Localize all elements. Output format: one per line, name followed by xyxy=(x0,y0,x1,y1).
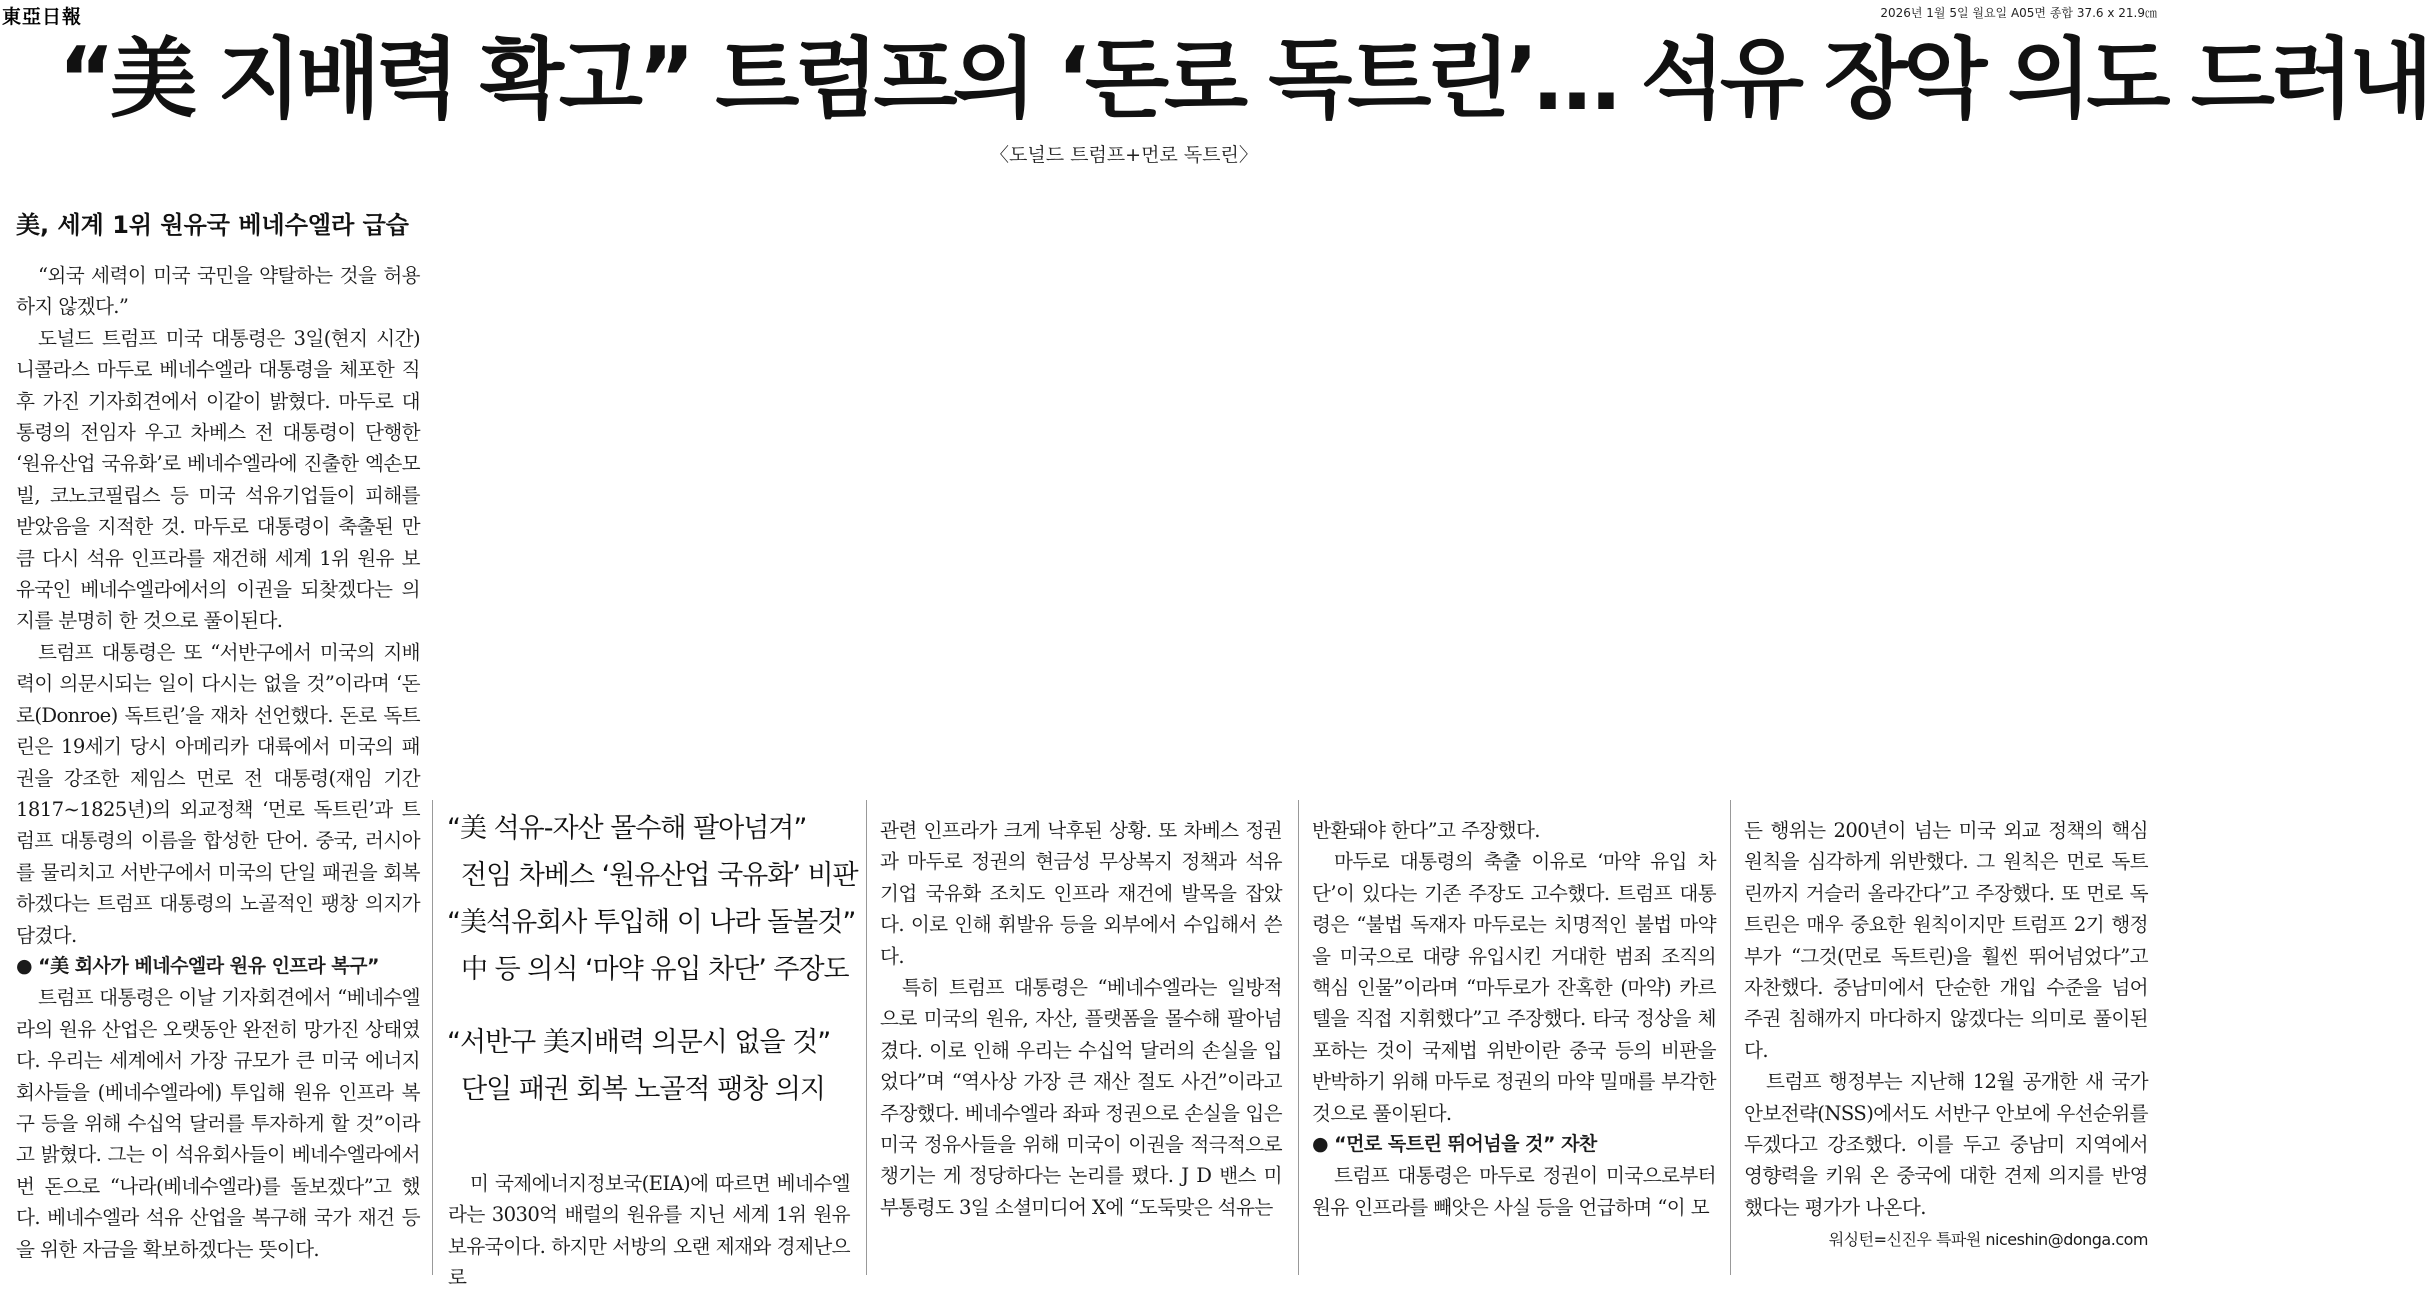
pull-quote-line: 전임 차베스 ‘원유산업 국유화’ 비판 xyxy=(461,860,858,891)
paragraph: 든 행위는 200년이 넘는 미국 외교 정책의 핵심 원칙을 심각하게 위반했다. 그 원칙은 먼로 독트린까지 거슬러 올라간다”고 주장했다. 또 먼로 독트린은 매우 중요한 원칙이지만 트럼프 2기 행정부가 “그것(먼로 독트린)을 훨씬 뛰어넘었다”고 자찬했다. 중남미에서 단순한 개입 수준을 넘어 주권 침해까지 마다하지 않겠다는 의미로 풀이된다. xyxy=(1744,819,2148,1062)
article-column-5 xyxy=(1744,815,2148,1256)
pull-quote-line: 中 등 의식 ‘마약 유입 차단’ 주장도 xyxy=(461,954,849,985)
headline: “美 지배력 확고” 트럼프의 ‘돈로 독트린’… 석유 장악 의도 드러내 xyxy=(58,28,2428,130)
pull-quote-block xyxy=(447,805,877,1113)
paragraph: 도널드 트럼프 미국 대통령은 3일(현지 시간) 니콜라스 마두로 베네수엘라 대통령을 체포한 직후 가진 기자회견에서 이같이 밝혔다. 마두로 대통령의 전임자 우고 차베스 전 대통령이 단행한 ‘원유산업 국유화’로 베네수엘라에 진출한 엑손모빌, 코노코필립스 등 미국 석유기업들이 피해를 받았음을 지적한 것. 마두로 대통령이 축출된 만큼 다시 석유 인프라를 재건해 세계 1위 원유 보유국인 베네수엘라에서의 이권을 되찾겠다는 의지를 분명히 한 것으로 풀이된다. xyxy=(16,326,420,633)
masthead-logo: 東亞日報 xyxy=(2,6,83,28)
paragraph: “외국 세력이 미국 국민을 약탈하는 것을 허용하지 않겠다.” xyxy=(16,264,420,319)
bullet-icon: ● xyxy=(1312,1133,1329,1156)
article-column-3 xyxy=(880,815,1282,1223)
subheading-text: “먼로 독트린 뛰어넘을 것” 자찬 xyxy=(1334,1133,1597,1156)
pull-quote-line: 단일 패권 회복 노골적 팽창 의지 xyxy=(461,1074,825,1105)
section-subheading xyxy=(16,951,420,982)
pull-quote-line: “美 석유-자산 몰수해 팔아넘겨” xyxy=(447,813,807,844)
column-divider xyxy=(1298,800,1299,1275)
page-dateline: 2026년 1월 5일 월요일 A05면 종합 37.6 x 21.9㎝ xyxy=(1880,6,2157,20)
paragraph: 미 국제에너지정보국(EIA)에 따르면 베네수엘라는 3030억 배럴의 원유를 지닌 세계 1위 원유 보유국이다. 하지만 서방의 오랜 제재와 경제난으로 xyxy=(448,1172,850,1290)
byline-wrap xyxy=(1744,1223,2148,1255)
bullet-icon: ● xyxy=(16,954,33,977)
article-column-4 xyxy=(1312,815,1716,1223)
paragraph: 마두로 대통령의 축출 이유로 ‘마약 유입 차단’이 있다는 기존 주장도 고수했다. 트럼프 대통령은 “불법 독재자 마두로는 치명적인 불법 마약을 미국으로 대량 유입시킨 거대한 범죄 조직의 핵심 인물”이라며 “마두로가 잔혹한 (마약) 카르텔을 직접 지휘했다”고 주장했다. 타국 정상을 체포하는 것이 국제법 위반이란 중국 등의 비판을 반박하기 위해 마두로 정권의 마약 밀매를 부각한 것으로 풀이된다. xyxy=(1312,850,1716,1125)
pull-quote-line: “서반구 美지배력 의문시 없을 것” xyxy=(447,1027,831,1058)
headline-tagline: 〈도널드 트럼프+먼로 독트린〉 xyxy=(990,144,1258,166)
byline: 워싱턴=신진우 특파원 niceshin@donga.com xyxy=(1828,1230,2148,1250)
paragraph: 트럼프 대통령은 마두로 정권이 미국으로부터 원유 인프라를 빼앗은 사실 등을 언급하며 “이 모 xyxy=(1312,1164,1716,1219)
paragraph: 트럼프 대통령은 이날 기자회견에서 “베네수엘라의 원유 산업은 오랫동안 완전히 망가진 상태였다. 우리는 세계에서 가장 규모가 큰 미국 에너지 회사들을 (베네수엘라에) 투입해 원유 인프라 복구 등을 위해 수십억 달러를 투자하게 할 것”이라고 밝혔다. 그는 이 석유회사들이 베네수엘라에서 번 돈으로 “나라(베네수엘라)를 돌보겠다”고 했다. 베네수엘라 석유 산업을 복구해 국가 재건 등을 위한 자금을 확보하겠다는 뜻이다. xyxy=(16,986,420,1261)
paragraph: 반환돼야 한다”고 주장했다. xyxy=(1312,819,1540,842)
article-column-2 xyxy=(448,1168,850,1294)
column-divider xyxy=(866,800,867,1275)
column-divider xyxy=(432,800,433,1275)
paragraph: 트럼프 대통령은 또 “서반구에서 미국의 지배력이 의문시되는 일이 다시는 없을 것”이라며 ‘돈로(Donroe) 독트린’을 재차 선언했다. 돈로 독트린은 19세기 당시 아메리카 대륙에서 미국의 패권을 강조한 제임스 먼로 전 대통령(재임 기간 1817∼1825년)의 외교정책 ‘먼로 독트린’과 트럼프 대통령의 이름을 합성한 단어. 중국, 러시아를 물리치고 서반구에서 미국의 단일 패권을 회복하겠다는 트럼프 대통령의 노골적인 팽창 의지가 담겼다. xyxy=(16,640,420,947)
article-column-1 xyxy=(16,260,420,1265)
section-subheading xyxy=(1312,1129,1716,1160)
pull-quote-line: “美석유회사 투입해 이 나라 돌볼것” xyxy=(447,907,856,938)
kicker-subheading: 美, 세계 1위 원유국 베네수엘라 급습 xyxy=(16,211,409,239)
paragraph: 관련 인프라가 크게 낙후된 상황. 또 차베스 정권과 마두로 정권의 현금성 무상복지 정책과 석유 기업 국유화 조치도 인프라 재건에 발목을 잡았다. 이로 인해 휘발유 등을 외부에서 수입해서 쓴다. xyxy=(880,819,1282,968)
subheading-text: “美 회사가 베네수엘라 원유 인프라 복구” xyxy=(38,954,379,977)
paragraph: 트럼프 행정부는 지난해 12월 공개한 새 국가안보전략(NSS)에서도 서반구 안보에 우선순위를 두겠다고 강조했다. 이를 두고 중남미 지역에서 영향력을 키워 온 중국에 대한 견제 의지를 반영했다는 평가가 나온다. xyxy=(1744,1070,2148,1219)
paragraph: 특히 트럼프 대통령은 “베네수엘라는 일방적으로 미국의 원유, 자산, 플랫폼을 몰수해 팔아넘겼다. 이로 인해 우리는 수십억 달러의 손실을 입었다”며 “역사상 가장 큰 재산 절도 사건”이라고 주장했다. 베네수엘라 좌파 정권으로 손실을 입은 미국 정유사들을 위해 미국이 이권을 적극적으로 챙기는 게 정당하다는 논리를 폈다. J D 밴스 미 부통령도 3일 소셜미디어 X에 “도둑맞은 석유는 xyxy=(880,976,1282,1219)
column-divider xyxy=(1730,800,1731,1275)
